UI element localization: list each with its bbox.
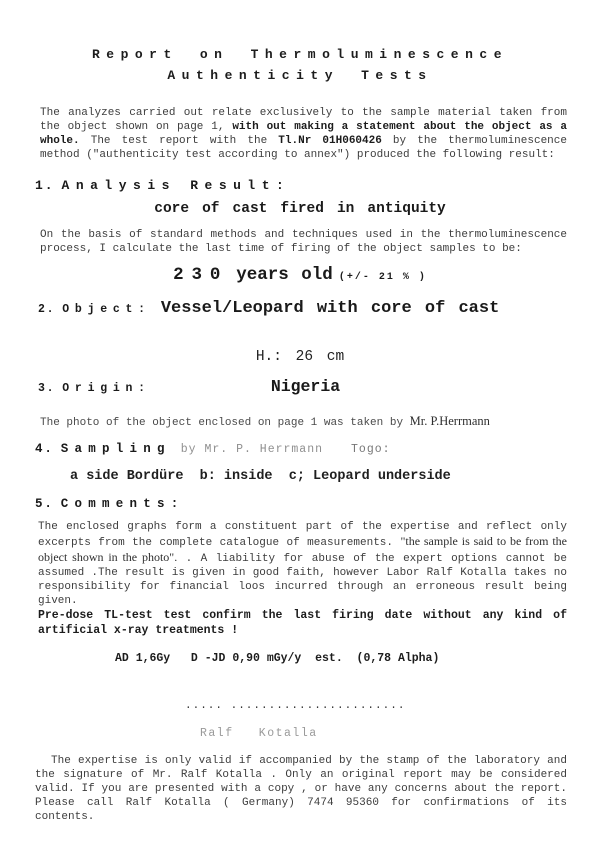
section-4-line <box>35 442 391 456</box>
section-2-line <box>38 299 499 318</box>
section-2-heading <box>38 303 151 316</box>
comments-text-1: The enclosed graphs form a constituent part of the expertise and reflect only excerpts from the complete catalogue of measurements. <box>38 521 567 549</box>
photographer-name: Mr. P.Herrmann <box>409 414 490 428</box>
sample-positions: a side Bordüre b: inside c; Leopard underside <box>70 469 451 484</box>
section-4-heading <box>35 442 171 456</box>
section-1-number: 1. <box>35 178 55 193</box>
section-4-number: 4. <box>35 442 54 456</box>
signature-name: Ralf Kotalla <box>200 727 318 740</box>
age-result-line <box>0 265 600 285</box>
section-1-heading <box>35 178 290 193</box>
comments-serif-quote: "the sample is said to be from the object shown in the photo". <box>38 533 567 564</box>
title-line-2: Authenticity Tests <box>167 68 433 83</box>
method-paragraph: On the basis of standard methods and techniques used in the thermoluminescence process, I calculate the last time of firing of the object samples to be: <box>40 229 567 255</box>
object-value: Vessel/Leopard with core of cast <box>160 299 500 318</box>
age-unit-text: years old <box>236 265 333 285</box>
section-3-line <box>38 377 340 396</box>
section-1-title: Analysis Result: <box>61 178 291 193</box>
section-5-number: 5. <box>35 497 54 511</box>
dose-values: AD 1,6Gy D -JD 0,90 mGy/y est. (0,78 Alpha) <box>115 652 440 665</box>
comments-text-2: . A liability for abuse of the expert options cannot be assumed .The result is given in good faith, however Labor Ralf Kotalla takes no responsibility for financial loos incurred through an erroneous result being given. <box>38 552 567 607</box>
intro-paragraph <box>40 107 567 163</box>
intro-text-1: The analyzes carried out relate exclusively to the sample material taken from the object shown on page 1, <box>40 107 567 133</box>
signature-dotted-line: ..... ....................... <box>185 700 406 712</box>
sampling-by-name: by Mr. P. Herrmann <box>180 443 324 456</box>
comments-paragraph <box>38 521 567 608</box>
section-5-heading <box>35 497 185 511</box>
section-3-number: 3. <box>38 382 56 395</box>
tl-number: Tl.Nr 01H060426 <box>278 134 382 147</box>
document-title <box>0 44 600 86</box>
title-line-1: Report on Thermoluminescence <box>91 47 509 62</box>
sampling-location: Togo: <box>351 443 391 456</box>
validity-footer: The expertise is only valid if accompanied by the stamp of the laboratory and the signature of Mr. Ralf Kotalla . Only an original report may be considered valid. If you are presented with a copy , or have any concerns about the report. Please call Ralf Kotalla ( Germany) 7474 95360 for confirmations of its contents. <box>35 755 567 823</box>
section-3-heading <box>38 382 151 395</box>
intro-bold-statement: with out making a statement about the object as a whole. <box>40 120 567 147</box>
intro-text-3: by the thermoluminescence method ("authenticity test according to annex") produced the following result: <box>40 134 567 161</box>
section-2-title: Object: <box>62 303 151 316</box>
age-tolerance: (+/- 21 % ) <box>338 272 427 283</box>
section-2-number: 2. <box>38 303 56 316</box>
analysis-result-value: core of cast fired in antiquity <box>154 201 446 217</box>
section-3-title: Origin: <box>62 382 151 395</box>
photo-note <box>40 414 490 429</box>
age-number: 230 <box>173 265 229 285</box>
predose-statement: Pre-dose TL-test test confirm the last firing date without any kind of artificial x-ray treatments ! <box>38 609 567 637</box>
section-5-title: Comments: <box>60 497 185 511</box>
object-height: H.: 26 cm <box>255 349 345 365</box>
section-4-title: Sampling <box>60 442 171 456</box>
intro-text-2: The test report with the <box>79 134 279 147</box>
photo-note-text: The photo of the object enclosed on page 1 was taken by <box>40 417 410 429</box>
origin-value: Nigeria <box>270 377 341 396</box>
